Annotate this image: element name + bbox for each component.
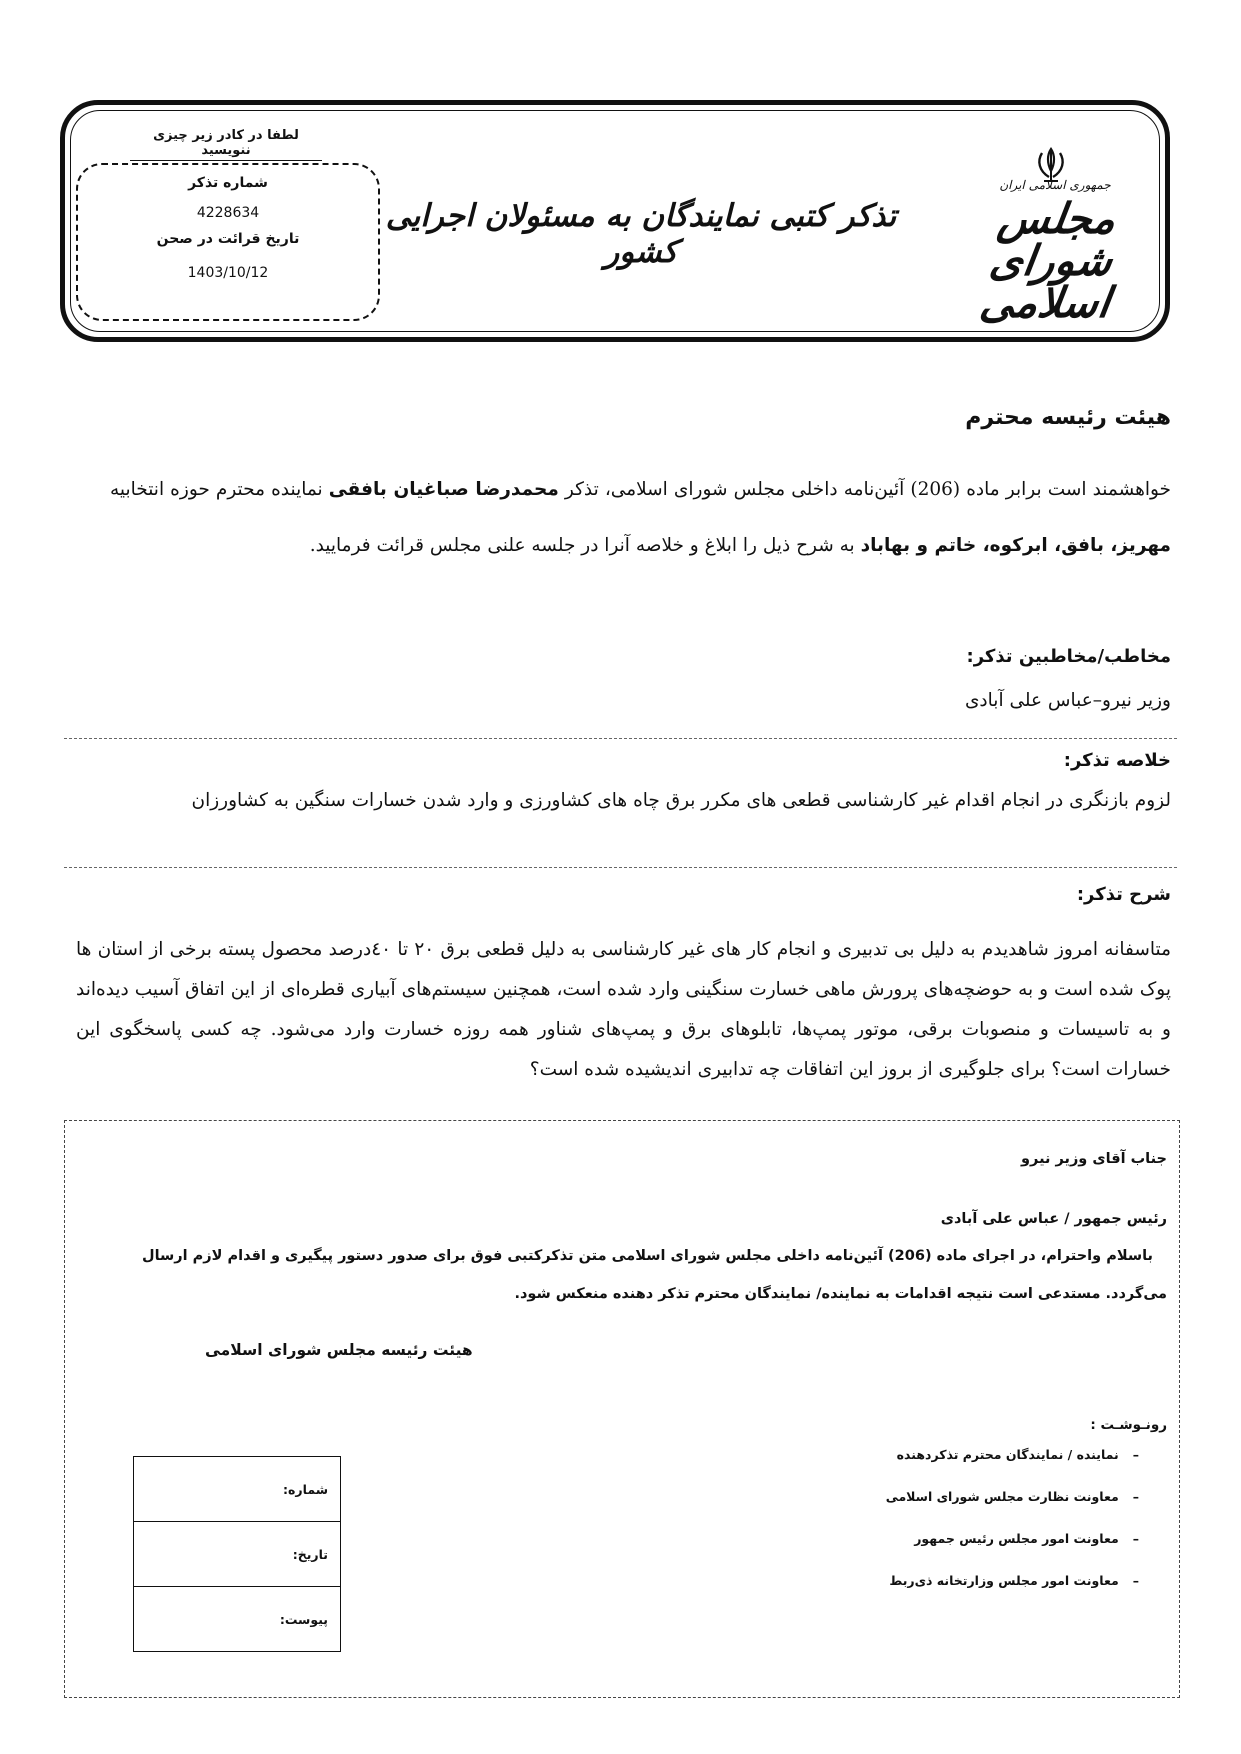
salutation: هیئت رئیسه محترم xyxy=(965,405,1171,430)
page-title: تذکر کتبی نمایندگان به مسئولان اجرایی کشور xyxy=(385,198,897,270)
copies-label: رونـوشـت : xyxy=(1090,1417,1167,1433)
list-item: – نماینده / نمایندگان محترم تذکردهنده xyxy=(886,1447,1139,1489)
registry-table xyxy=(133,1456,341,1652)
recipient-line: جناب آقای وزیر نیرو xyxy=(1021,1151,1167,1167)
intro-text-1: خواهشمند است برابر ماده (206) آئین‌نامه داخلی مجلس شورای اسلامی، تذکر xyxy=(564,479,1171,500)
emblem-caption: جمهوری اسلامی ایران xyxy=(999,178,1111,192)
reminder-number: 4228634 xyxy=(196,205,260,221)
registry-number-label: شماره: xyxy=(134,1457,341,1522)
summary-label: خلاصه تذکر: xyxy=(1063,750,1171,771)
response-box xyxy=(64,1120,1180,1698)
addressee-label: مخاطب/مخاطبین تذکر: xyxy=(966,646,1171,667)
registry-date-label: تاریخ: xyxy=(134,1522,341,1587)
do-not-write-notice: لطفا در کادر زیر چیزی ننویسید xyxy=(130,128,322,161)
addressee: وزیر نیرو–عباس علی آبادی xyxy=(964,690,1171,711)
list-item: – معاونت امور مجلس وزارتخانه ذی‌ربط xyxy=(886,1573,1139,1615)
reminder-stamp-box xyxy=(76,163,380,321)
description: متاسفانه امروز شاهدیدم به دلیل بی تدبیری و انجام کار های غیر کارشناسی به دلیل قطعی برق ۲۰ تا ٤۰درصد محصول پسته برخی از استان ها پوک شده است و به حوضچه‌های پرورش ماهی خسارت سنگینی وارد شده است، همچنین سیستم‌های آبیاری قطره‌ای از این اتفاق آسیب دیده‌اند و به تاسیسات و منصوبات برقی، موتور پمپ‌ها، تابلوهای برق و پمپ‌های شناور همه روزه خسارت وارد می‌شود. چه کسی پاسخگوی این خسارات است؟ برای جلوگیری از بروز این اتفاقات چه تدابیری اندیشیده شده است؟ xyxy=(76,939,1172,1080)
divider xyxy=(64,738,1177,739)
reminder-number-label: شماره تذکر xyxy=(188,175,268,191)
cover-paragraph: باسلام واحترام، در اجرای ماده (206) آئین‌نامه داخلی مجلس شورای اسلامی متن تذکرکتبی فوق برای صدور دستور پیگیری و اقدام لازم ارسال می‌گردد. مستدعی است نتیجه اقدامات به نماینده/ نمایندگان محترم تذکر دهنده منعکس شود. xyxy=(142,1248,1167,1302)
cc-line: رئیس جمهور / عباس علی آبادی xyxy=(940,1211,1167,1227)
representative-name: محمدرضا صباغیان بافقی xyxy=(328,479,559,500)
list-item: – معاونت نظارت مجلس شورای اسلامی xyxy=(886,1489,1139,1531)
registry-attachment-label: پیوست: xyxy=(134,1587,341,1652)
intro-text-3: به شرح ذیل را ابلاغ و خلاصه آنرا در جلسه علنی مجلس قرائت فرمایید. xyxy=(309,535,855,556)
intro-text-2: نماینده محترم حوزه انتخابیه xyxy=(110,479,323,500)
copies-list xyxy=(886,1447,1139,1615)
description-label: شرح تذکر: xyxy=(1076,884,1171,905)
reading-date-label: تاریخ قرائت در صحن xyxy=(156,231,300,247)
board-signature: هیئت رئیسه مجلس شورای اسلامی xyxy=(205,1341,473,1359)
reading-date: 1403/10/12 xyxy=(187,265,269,281)
divider xyxy=(64,867,1177,868)
electoral-districts: مهریز، بافق، ابرکوه، خاتم و بهاباد xyxy=(860,535,1171,556)
majlis-logo: مجلس شورای اسلامی xyxy=(977,194,1119,327)
intro-paragraph xyxy=(110,462,1171,574)
list-item: – معاونت امور مجلس رئیس جمهور xyxy=(886,1531,1139,1573)
summary: لزوم بازنگری در انجام اقدام غیر کارشناسی قطعی های مکرر برق چاه های کشاورزی و وارد شدن خسارات سنگین به کشاورزان xyxy=(191,790,1171,811)
